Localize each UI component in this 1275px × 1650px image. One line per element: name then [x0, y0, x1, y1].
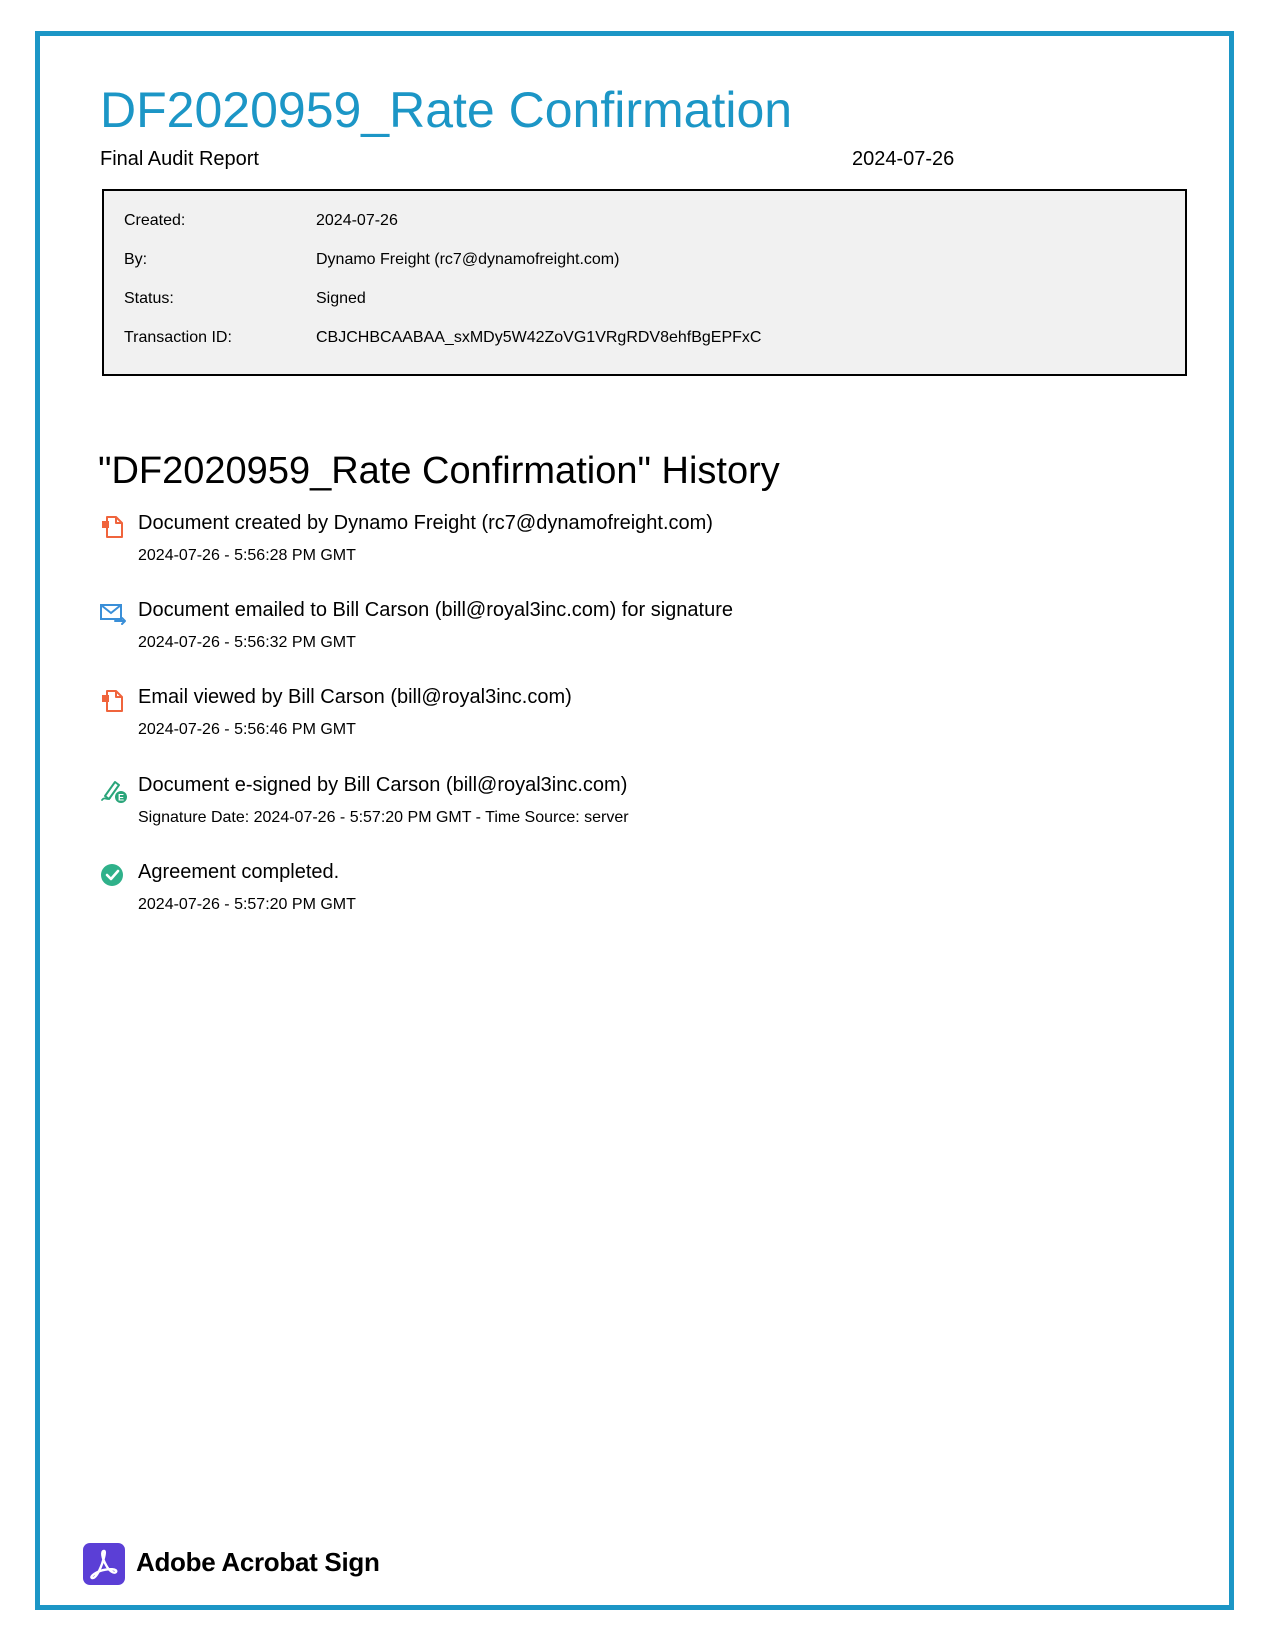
- check-circle-icon: [100, 863, 126, 889]
- document-icon: [100, 514, 126, 540]
- history-event-signed: [100, 774, 1100, 844]
- info-label: Status:: [124, 290, 174, 307]
- info-label: Created:: [124, 212, 186, 229]
- event-text: Document emailed to Bill Carson (bill@royal3inc.com) for signature: [138, 599, 733, 621]
- info-label: Transaction ID:: [124, 329, 232, 346]
- history-event-emailed: [100, 599, 1100, 669]
- event-text: Document created by Dynamo Freight (rc7@dynamofreight.com): [138, 512, 713, 534]
- acrobat-logo-icon: [83, 1543, 125, 1585]
- event-timestamp: 2024-07-26 - 5:56:32 PM GMT: [138, 634, 356, 651]
- report-subtitle: Final Audit Report: [100, 148, 259, 170]
- event-text: Agreement completed.: [138, 861, 340, 883]
- info-value: Dynamo Freight (rc7@dynamofreight.com): [316, 251, 620, 268]
- svg-text:E: E: [117, 792, 125, 803]
- event-text: Email viewed by Bill Carson (bill@royal3inc.com): [138, 686, 572, 708]
- history-event-completed: [100, 861, 1100, 931]
- document-title: DF2020959_Rate Confirmation: [100, 82, 793, 138]
- info-value: 2024-07-26: [316, 212, 398, 229]
- history-title: "DF2020959_Rate Confirmation" History: [98, 450, 780, 492]
- info-label: By:: [124, 251, 148, 268]
- transaction-info-box: [102, 189, 1187, 376]
- document-icon: [100, 688, 126, 714]
- brand-name: Adobe Acrobat Sign: [136, 1547, 380, 1577]
- info-value: Signed: [316, 290, 366, 307]
- report-date: 2024-07-26: [852, 148, 955, 170]
- event-timestamp: 2024-07-26 - 5:56:28 PM GMT: [138, 547, 356, 564]
- history-event-viewed: [100, 686, 1100, 756]
- info-value: CBJCHBCAABAA_sxMDy5W42ZoVG1VRgRDV8ehfBgEPFxC: [316, 329, 762, 346]
- event-text: Document e-signed by Bill Carson (bill@royal3inc.com): [138, 774, 628, 796]
- event-timestamp: Signature Date: 2024-07-26 - 5:57:20 PM GMT - Time Source: server: [138, 809, 629, 826]
- esign-pen-icon: [100, 776, 126, 802]
- email-send-icon: [100, 601, 126, 627]
- event-timestamp: 2024-07-26 - 5:57:20 PM GMT: [138, 896, 356, 913]
- event-timestamp: 2024-07-26 - 5:56:46 PM GMT: [138, 721, 356, 738]
- history-event-created: [100, 512, 1100, 582]
